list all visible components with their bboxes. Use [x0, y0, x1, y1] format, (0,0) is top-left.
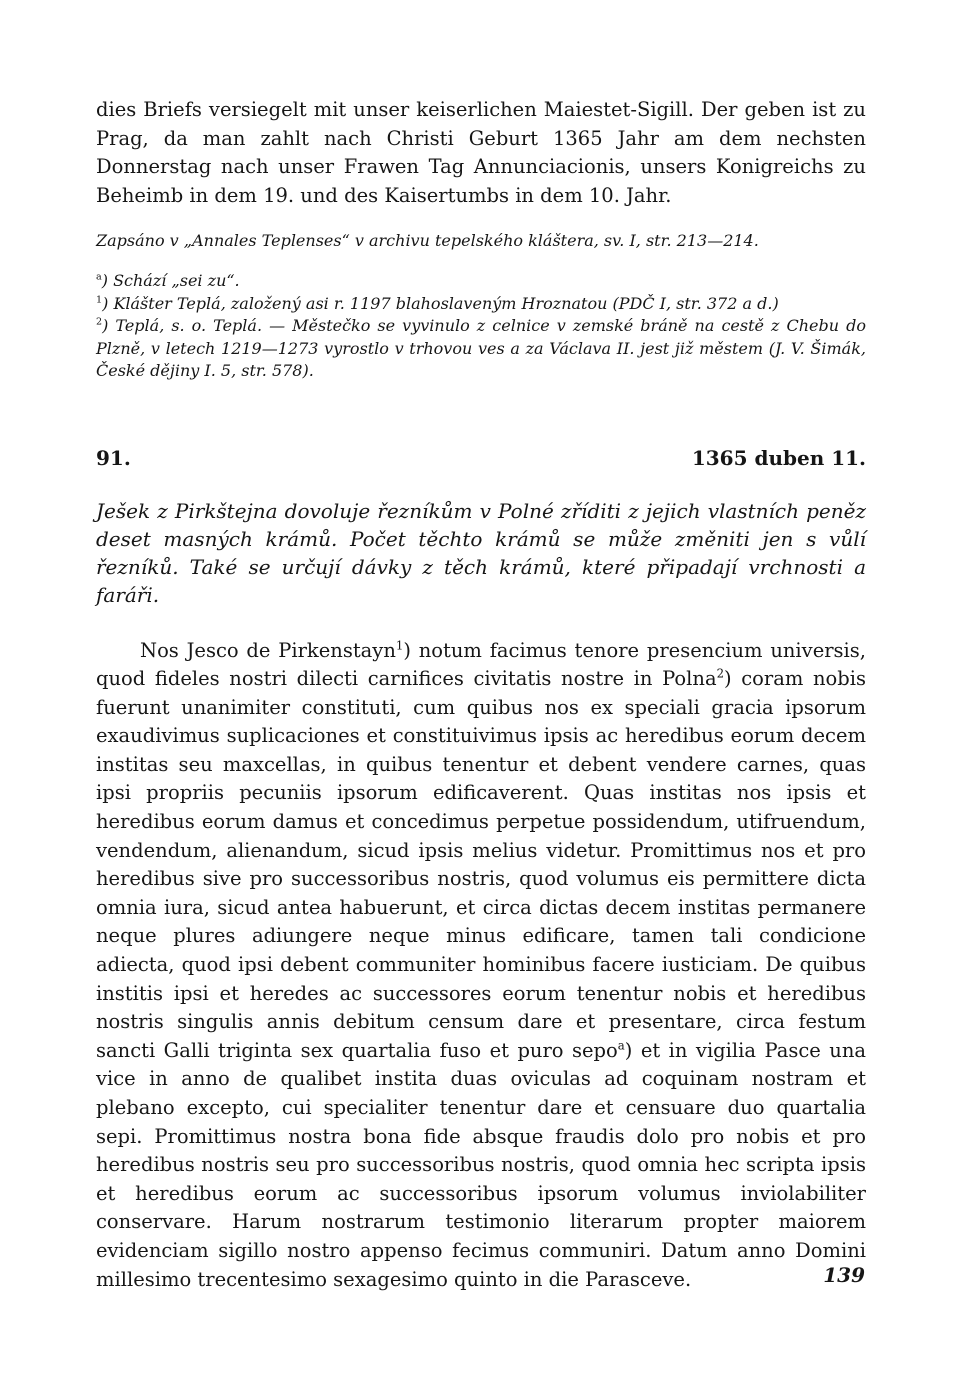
- page-number: 139: [823, 1263, 865, 1287]
- document-header: [96, 445, 866, 471]
- footnote-1: [96, 293, 866, 316]
- document-text: Nos Jesco de Pirkenstayn$^1$) notum facimus tenore presencium universis, quod fideles nostri dilecti carnifices civitatis nostre in Polna$^2$) coram nobis fuerunt unanimiter constituti, cum quibus nos ex speciali gracia ipsorum exaudivimus suplicaciones et constituivimus ipsis ac heredibus eorum decem institas seu maxcellas, in quibus tenentur et debent vendere carnes, quas ipsi propriis pecuniis ipsorum edificaverent. Quas institas nos ipsis et heredibus eorum damus et concedimus perpetue possidendum, utifruendum, vendendum, alienandum, sicud ipsis melius videtur. Promittimus nos et pro heredibus sive pro successoribus nostris, quod volumus eis permittere dicta omnia iura, sicud antea habuerunt, et circa dictas decem institas permanere neque plures adiungere neque minus edificare, tamen tali condicione adiecta, quod ipsi debent communiter hominibus facere iusticiam. De quibus institis ipsi et heredes ac successores eorum tenentur nobis et heredibus nostris singulis annis debitum censum dare et presentare, circa festum sancti Galli triginta sex quartalia fuso et puro sepo$^a$) et in vigilia Pasce una vice in anno de qualibet instita duas oviculas ad coquinam nostram et plebano excepto, cui specialiter tenentur dare et censuare duo quartalia sepi. Promittimus nostra bona fide absque fraudis dolo pro nobis et pro heredibus nostris seu pro successoribus nostris, quod omnia hec scripta ipsis et heredibus eorum ac successoribus ipsorum volumus inviolabiliter conservare. Harum nostrarum testimonio literarum propter maiorem evidenciam sigillo nostro appenso fecimus communiri. Datum anno Domini millesimo trecentesimo sexagesimo quinto in die Parasceve.: [96, 638, 867, 1291]
- footnote-mark: 1: [96, 294, 103, 306]
- footnote-mark: a: [96, 271, 102, 283]
- footnote-ref: 1: [395, 638, 404, 652]
- source-note: Zapsáno v „Annales Teplenses“ v archivu tepelského kláštera, sv. I, str. 213—214.: [96, 231, 759, 250]
- footnote-mark: 2: [96, 316, 103, 328]
- footnote-text: ) Klášter Teplá, založený asi r. 1197 blahoslaveným Hroznatou (PDČ I, str. 372 a d.): [102, 293, 779, 313]
- footnote-text: ) Schází „sei zu“.: [101, 271, 240, 290]
- page-content: [96, 96, 866, 1294]
- footnote-text: ) Teplá, s. o. Teplá. — Městečko se vyvinulo z celnice v zemské bráně na cestě z Chebu do Plzně, v letech 1219—1273 vyrostlo v trhovou ves a za Václava II. jest již městem (J. V. Šimák, České dějiny I. 5, str. 578).: [96, 316, 866, 380]
- footnote-ref: 2: [716, 666, 725, 681]
- footnotes: [96, 270, 866, 383]
- document-regest: Ješek z Pirkštejna dovoluje řezníkům v Polné zříditi z jejich vlastních peněz deset masných krámů. Počet těchto krámů se může změniti jen s vůlí řezníků. Také se určují dávky z těch krámů, které připadají vrchnosti a faráři.: [96, 498, 866, 607]
- document-number: 91.: [96, 445, 131, 470]
- footnote-2: [96, 315, 866, 383]
- footnote-a: [96, 270, 866, 293]
- previous-document-text: dies Briefs versiegelt mit unser keiserlichen Maiestet-Sigill. Der geben ist zu Prag, da man zahlt nach Christi Geburt 1365 Jahr am dem nechsten Donnerstag nach unser Frawen Tag Annunciacionis, unsers Konigreichs zu Beheimb in dem 19. und des Kaisertumbs in dem 10. Jahr.: [96, 98, 866, 207]
- document-body: [96, 637, 866, 1295]
- document-date: 1365 duben 11.: [691, 445, 866, 470]
- footnote-ref: a: [617, 1038, 625, 1053]
